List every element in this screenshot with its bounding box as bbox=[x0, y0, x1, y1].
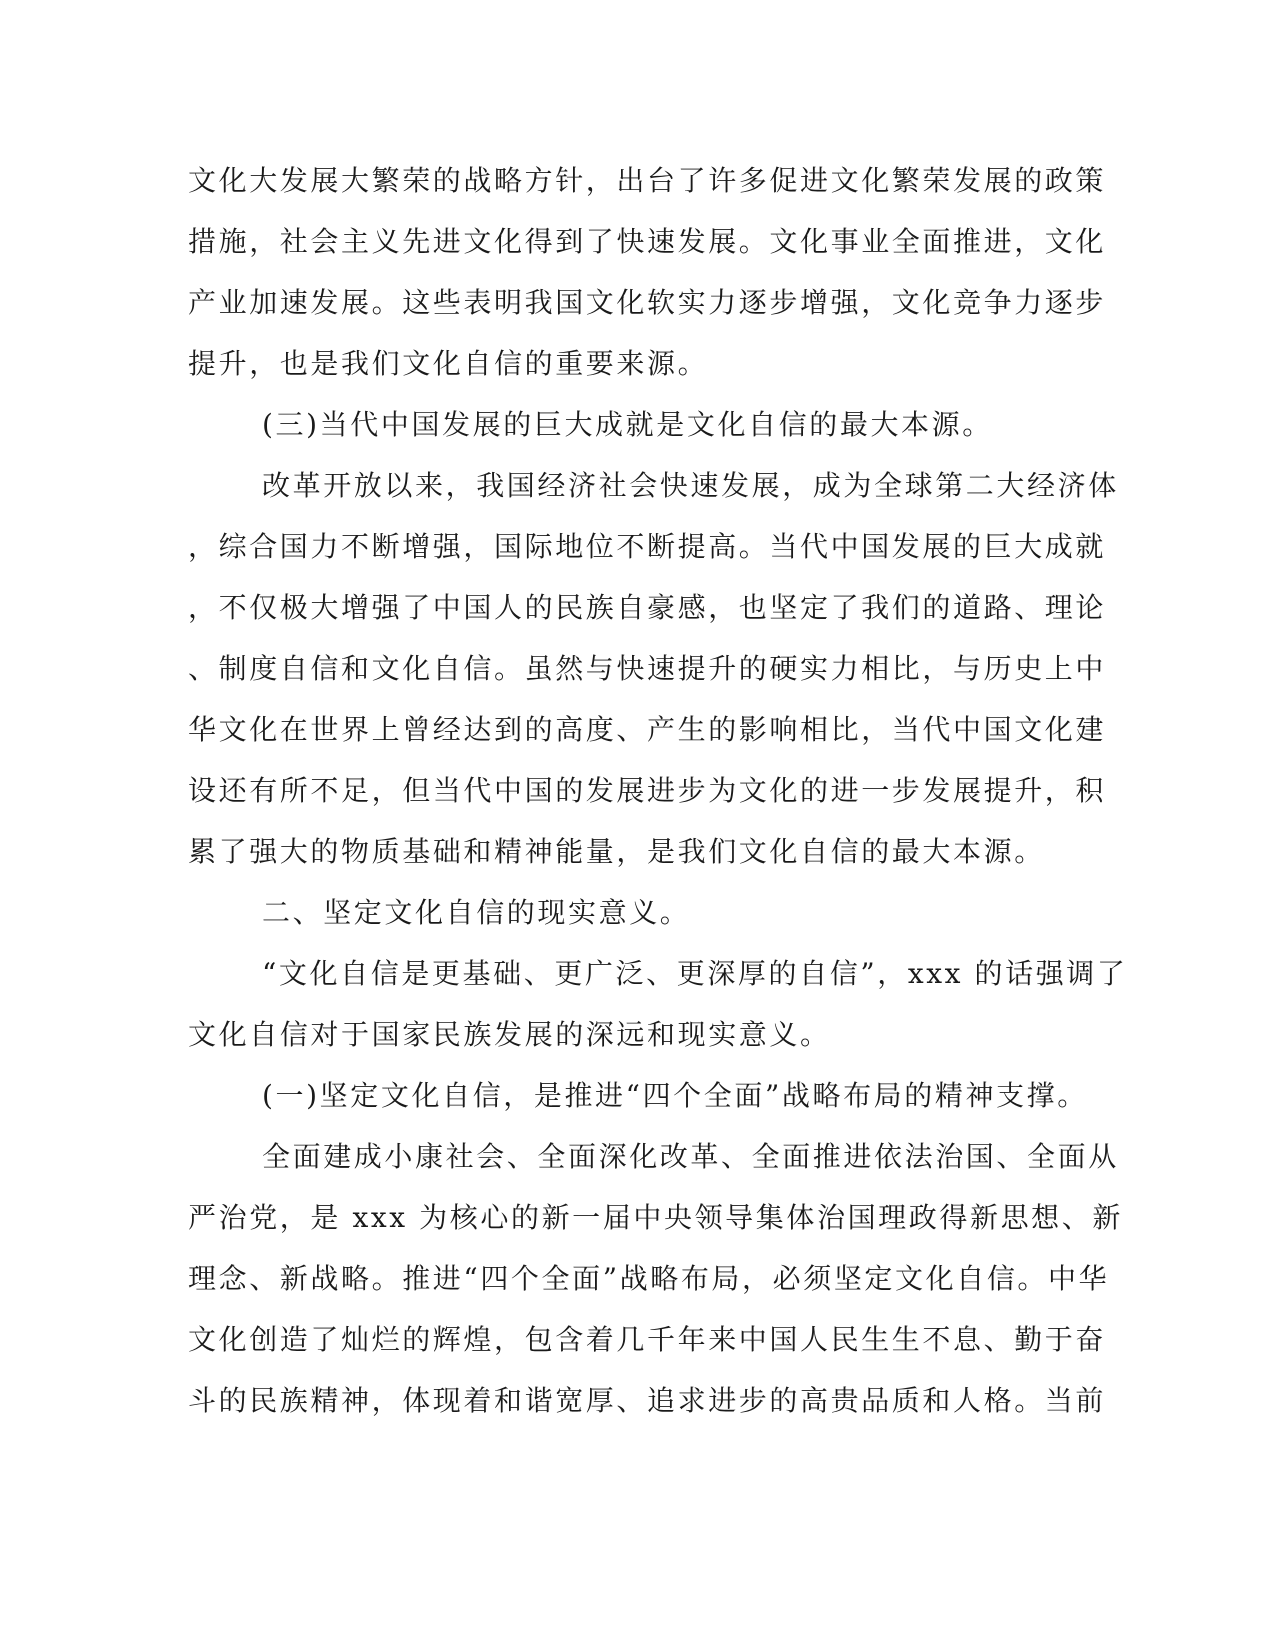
text-line: 严治党，是 xxx 为核心的新一届中央领导集体治国理政得新思想、新 bbox=[188, 1201, 1123, 1234]
text-line: 全面建成小康社会、全面深化改革、全面推进依法治国、全面从 bbox=[262, 1140, 1119, 1173]
text-line: “文化自信是更基础、更广泛、更深厚的自信”，xxx 的话强调了 bbox=[262, 957, 1128, 990]
text-line: 提升，也是我们文化自信的重要来源。 bbox=[188, 347, 709, 380]
text-line: 设还有所不足，但当代中国的发展进步为文化的进一步发展提升，积 bbox=[188, 774, 1107, 807]
section-heading: 二、坚定文化自信的现实意义。 bbox=[262, 896, 691, 929]
text-line: 累了强大的物质基础和精神能量，是我们文化自信的最大本源。 bbox=[188, 835, 1045, 868]
text-line: 产业加速发展。这些表明我国文化软实力逐步增强，文化竞争力逐步 bbox=[188, 286, 1107, 319]
text-line: 理念、新战略。推进“四个全面”战略布局，必须坚定文化自信。中华 bbox=[188, 1262, 1110, 1295]
text-line: 华文化在世界上曾经达到的高度、产生的影响相比，当代中国文化建 bbox=[188, 713, 1107, 746]
text-line: 文化大发展大繁荣的战略方针，出台了许多促进文化繁荣发展的政策 bbox=[188, 164, 1107, 197]
text-line: 措施，社会主义先进文化得到了快速发展。文化事业全面推进，文化 bbox=[188, 225, 1107, 258]
text-line: 文化自信对于国家民族发展的深远和现实意义。 bbox=[188, 1018, 831, 1051]
section-heading: (一)坚定文化自信，是推进“四个全面”战略布局的精神支撑。 bbox=[262, 1079, 1088, 1112]
section-heading: (三)当代中国发展的巨大成就是文化自信的最大本源。 bbox=[262, 408, 993, 441]
text-line: ，综合国力不断增强，国际地位不断提高。当代中国发展的巨大成就 bbox=[188, 530, 1107, 563]
text-line: ，不仅极大增强了中国人的民族自豪感，也坚定了我们的道路、理论 bbox=[188, 591, 1107, 624]
body-text bbox=[188, 150, 1128, 1431]
text-line: 、制度自信和文化自信。虽然与快速提升的硬实力相比，与历史上中 bbox=[188, 652, 1107, 685]
text-line: 文化创造了灿烂的辉煌，包含着几千年来中国人民生生不息、勤于奋 bbox=[188, 1323, 1107, 1356]
text-line: 改革开放以来，我国经济社会快速发展，成为全球第二大经济体 bbox=[262, 469, 1119, 502]
text-line: 斗的民族精神，体现着和谐宽厚、追求进步的高贵品质和人格。当前 bbox=[188, 1384, 1107, 1417]
